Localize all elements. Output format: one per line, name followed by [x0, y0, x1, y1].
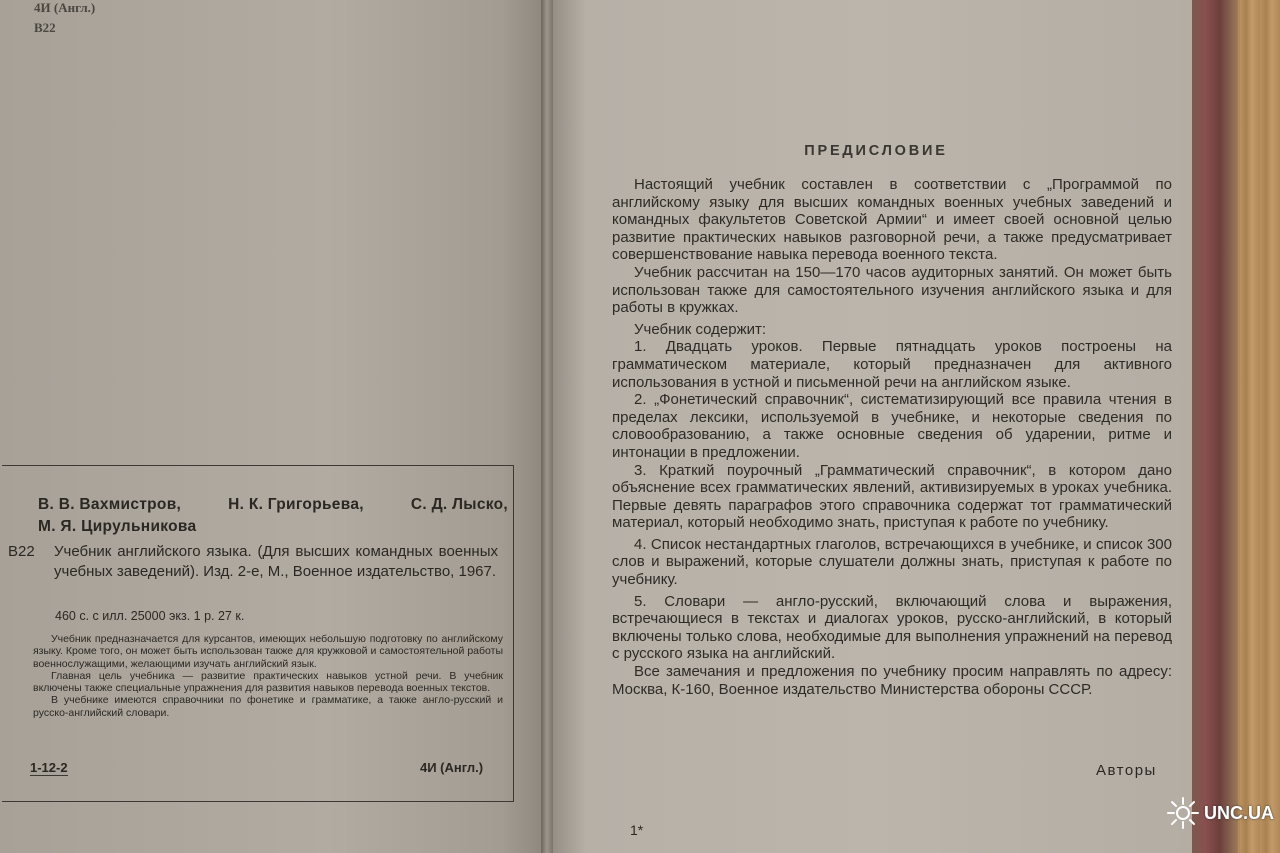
preface-paragraph: Все замечания и предложения по учебнику просим направлять по адресу: Москва, К-160, Военное издательство Министерства обороны СССР.: [612, 663, 1172, 698]
card-code-right: 4И (Англ.): [420, 760, 484, 775]
annotation-paragraph: В учебнике имеются справочники по фонетике и грамматике, а также англо-русский и русско-английский словари.: [33, 694, 503, 719]
corner-code: 4И (Англ.): [34, 0, 96, 15]
citation-text: Учебник английского языка. (Для высших командных военных учебных заведений). Изд. 2-е, М., Военное издательство, 1967.: [54, 543, 498, 580]
book-cover-edge: [1192, 0, 1238, 853]
watermark-text: UNC.UA: [1204, 802, 1274, 823]
preface-list-item: 1. Двадцать уроков. Первые пятнадцать уроков построены на грамматическом материале, который предназначен для активного использования в устной и письменной речи на английском языке.: [612, 338, 1172, 391]
sun-burst-icon: [1166, 796, 1200, 830]
card-authors: [38, 494, 508, 538]
preface-paragraph: Учебник рассчитан на 150—170 часов аудиторных занятий. Он может быть использован также для самостоятельного изучения английского языка и для работы в кружках.: [612, 263, 1172, 317]
page-title: ПРЕДИСЛОВИЕ: [804, 143, 948, 159]
author-3: С. Д. Лыско,: [410, 496, 508, 513]
book-spine-gutter: [541, 0, 553, 853]
signature-authors: Авторы: [1096, 762, 1157, 779]
author-1: В. В. Вахмистров,: [38, 496, 182, 513]
corner-index: В22: [34, 20, 56, 35]
card-imprint: 460 с. с илл. 25000 экз. 1 р. 27 к.: [55, 609, 245, 623]
card-citation: [8, 542, 498, 582]
card-index: В22: [8, 543, 35, 560]
preface-body: [612, 176, 1172, 698]
preface-paragraph: Настоящий учебник составлен в соответствии с „Программой по английскому языку для высших командных военных учебных заведений и командных факультетов Советской Армии“ и имеет своей основной целью развитие практических навыков разговорной речи, а также предусматривает совершенствование навыка перевода военного текста.: [612, 176, 1172, 264]
preface-list-item: 3. Краткий поурочный „Грамматический справочник“, в котором дано объяснение всех грамматических явлений, активизируемых в уроках учебника. Первые девять параграфов этого справочника содержат тот грамматический материал, который необходимо знать, приступая к работе по учебнику.: [612, 461, 1172, 532]
preface-paragraph: Учебник содержит:: [634, 320, 767, 338]
card-code-left: 1-12-2: [30, 760, 68, 775]
card-annotation: [33, 633, 503, 719]
annotation-paragraph: Главная цель учебника — развитие практических навыков устной речи. В учебник включены также специальные упражнения для развития навыков перевода военных текстов.: [33, 669, 503, 695]
page-folio: 1*: [630, 822, 644, 838]
author-4: М. Я. Цирульникова: [38, 518, 197, 535]
preface-list-item: 4. Список нестандартных глаголов, встречающихся в учебнике, и список 300 слов и выражений, которые слушатели должны знать, приступая к работе по учебнику.: [612, 535, 1172, 589]
watermark-logo: [1166, 796, 1274, 830]
author-2: Н. К. Григорьева,: [228, 496, 364, 513]
annotation-paragraph: Учебник предназначается для курсантов, имеющих небольшую подготовку по английскому языку. Кроме того, он может быть использован также для кружковой и самостоятельной работы военнослужащими, желающими изучать английский язык.: [33, 633, 503, 670]
preface-list-item: 2. „Фонетический справочник“, систематизирующий все правила чтения в пределах лексики, используемой в учебнике, и некоторые сведения по словообразованию, а также основные сведения об ударении, ритме и интонации в предложении.: [612, 391, 1172, 461]
preface-list-item: 5. Словари — англо-русский, включающий слова и выражения, встречающиеся в текстах и диалогах уроков, русско-английский, в который включены только слова, необходимые для выполнения упражнений на перевод с русского языка на английский.: [612, 592, 1172, 663]
